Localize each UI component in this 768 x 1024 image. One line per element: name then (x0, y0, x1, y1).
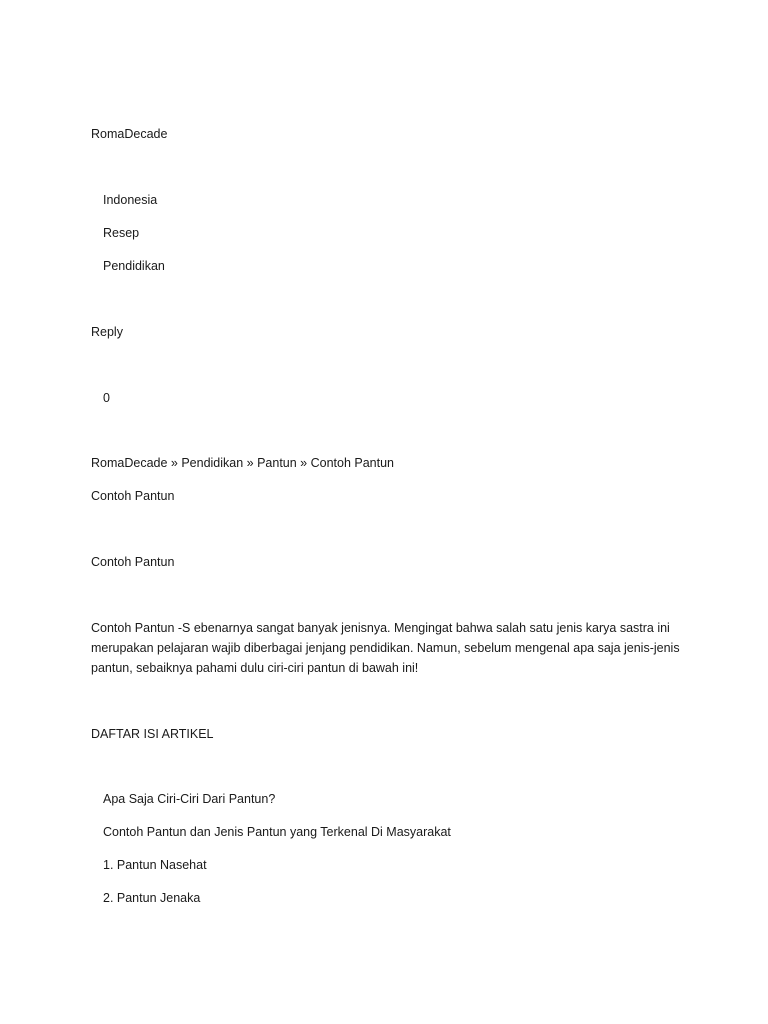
toc-item[interactable]: 1. Pantun Nasehat (103, 858, 207, 872)
breadcrumb[interactable]: RomaDecade » Pendidikan » Pantun » Contoh Pantun (91, 456, 394, 470)
article-subtitle: Contoh Pantun (91, 555, 175, 569)
site-name[interactable]: RomaDecade (91, 127, 168, 141)
toc-item[interactable]: Apa Saja Ciri-Ciri Dari Pantun? (103, 792, 276, 806)
toc-heading: DAFTAR ISI ARTIKEL (91, 727, 214, 741)
menu-item-indonesia[interactable]: Indonesia (103, 193, 158, 207)
menu-item-pendidikan[interactable]: Pendidikan (103, 259, 165, 273)
toc-item[interactable]: 2. Pantun Jenaka (103, 891, 201, 905)
menu-item-resep[interactable]: Resep (103, 226, 140, 240)
toc-item[interactable]: Contoh Pantun dan Jenis Pantun yang Terkenal Di Masyarakat (103, 825, 451, 839)
article-intro: Contoh Pantun -S ebenarnya sangat banyak jenisnya. Mengingat bahwa salah satu jenis karya sastra ini merupakan pelajaran wajib diberbagai jenjang pendidikan. Namun, sebelum mengenal apa saja jenis-jenis pantun, sebaiknya pahami dulu ciri-ciri pantun di bawah ini! (91, 621, 680, 675)
reply-count: 0 (103, 391, 110, 405)
reply-link[interactable]: Reply (91, 325, 123, 339)
article-title: Contoh Pantun (91, 489, 175, 503)
